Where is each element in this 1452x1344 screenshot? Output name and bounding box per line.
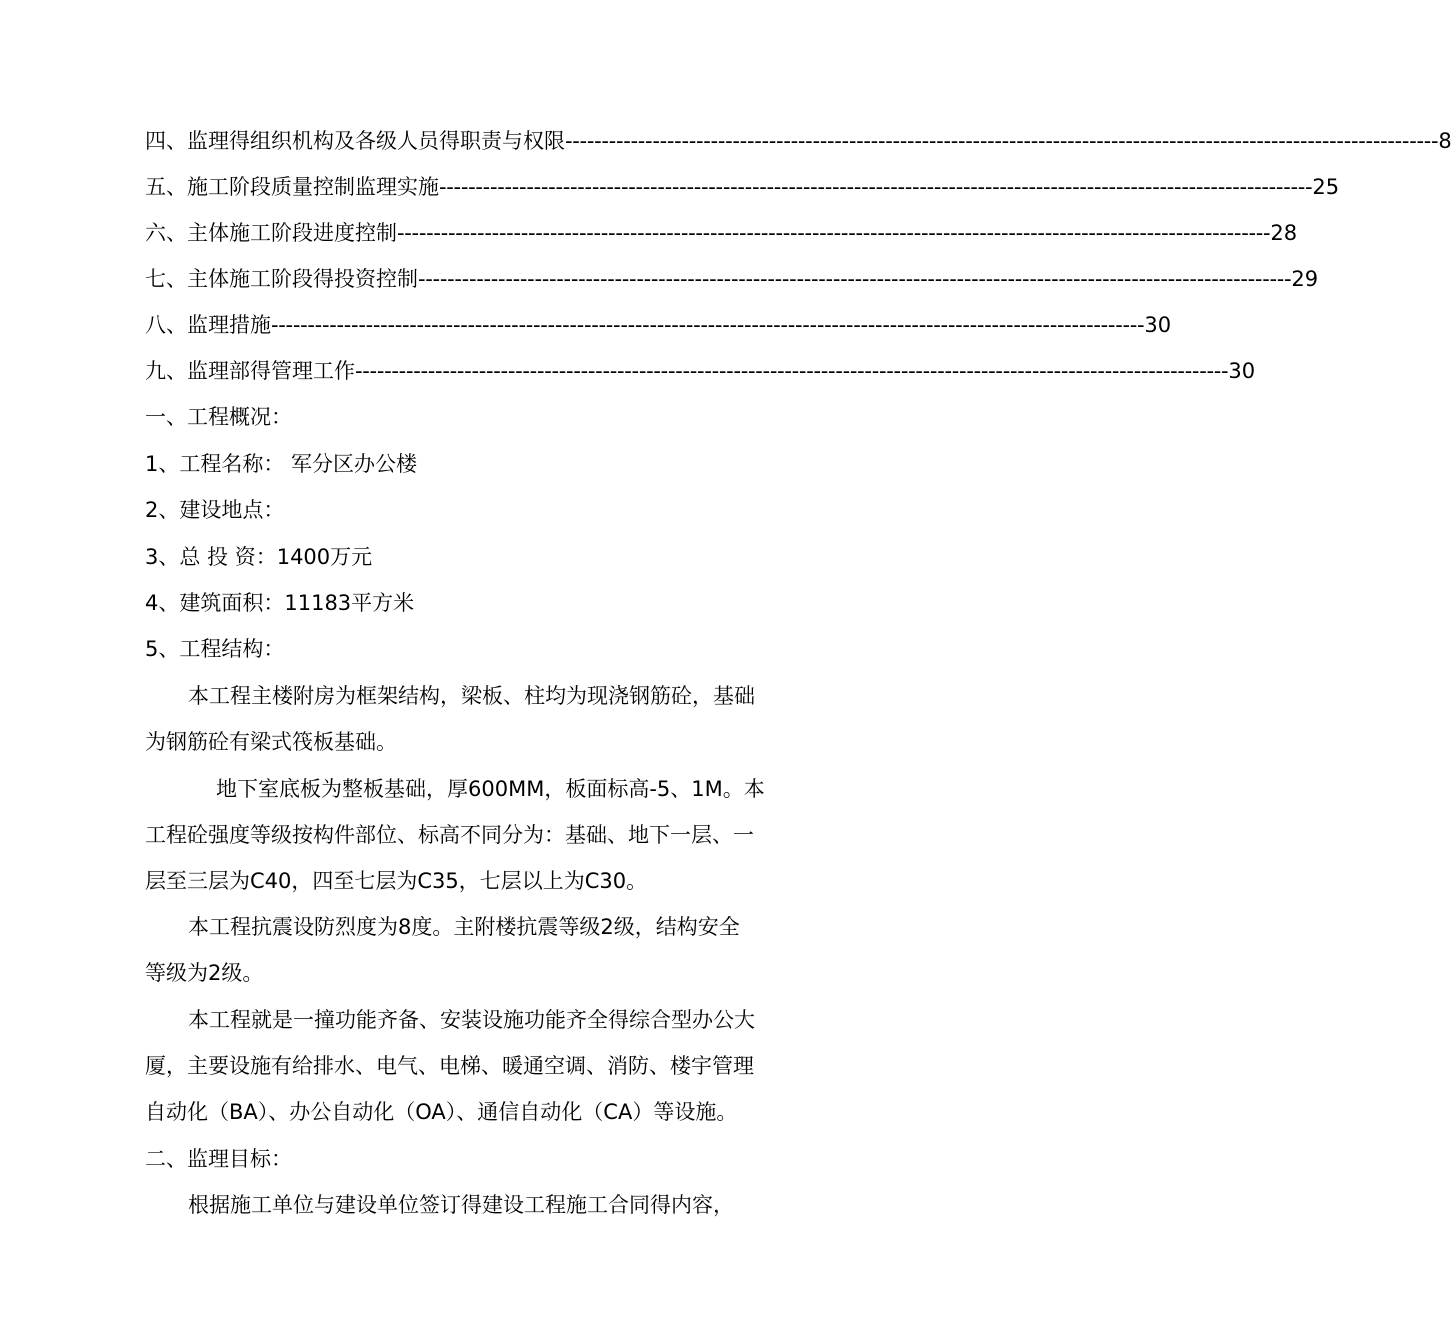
paragraph-line: 厦，主要设施有给排水、电气、电梯、暖通空调、消防、楼宇管理 — [145, 1054, 754, 1078]
list-item: 1、工程名称： 军分区办公楼 — [145, 452, 418, 476]
toc-entry[interactable] — [145, 311, 1172, 339]
toc-entry-title: 九、监理部得管理工作 — [145, 359, 355, 383]
section-heading: 二、监理目标： — [145, 1147, 292, 1171]
toc-entry[interactable] — [145, 219, 1298, 247]
list-item: 5、工程结构： — [145, 637, 285, 661]
paragraph-line: 为钢筋砼有梁式筏板基础。 — [145, 730, 397, 754]
paragraph-line: 本工程主楼附房为框架结构，梁板、柱均为现浇钢筋砼，基础 — [188, 684, 755, 708]
paragraph-line: 根据施工单位与建设单位签订得建设工程施工合同得内容， — [188, 1193, 734, 1217]
paragraph-line: 自动化（BA）、办公自动化（OA）、通信自动化（CA）等设施。 — [145, 1100, 738, 1124]
toc-leader: ------------------------------------------------------------------------------------------------------------------------ — [397, 221, 1271, 245]
list-item: 4、建筑面积：11183平方米 — [145, 591, 415, 615]
toc-entry-page: 25 — [1312, 175, 1340, 199]
list-item: 2、建设地点： — [145, 498, 285, 522]
toc-entry-title: 六、主体施工阶段进度控制 — [145, 221, 397, 245]
toc-leader: ------------------------------------------------------------------------------------------------------------------------ — [271, 313, 1145, 337]
toc-entry-title: 七、主体施工阶段得投资控制 — [145, 267, 418, 291]
paragraph-line: 地下室底板为整板基础，厚600MM，板面标高-5、1M。本 — [216, 777, 765, 801]
toc-entry[interactable] — [145, 127, 1452, 155]
toc-entry[interactable] — [145, 357, 1256, 385]
toc-leader: ------------------------------------------------------------------------------------------------------------------------ — [565, 129, 1439, 153]
toc-leader: ------------------------------------------------------------------------------------------------------------------------ — [355, 359, 1229, 383]
toc-leader: ------------------------------------------------------------------------------------------------------------------------ — [439, 175, 1313, 199]
toc-entry-title: 八、监理措施 — [145, 313, 271, 337]
toc-entry-title: 五、施工阶段质量控制监理实施 — [145, 175, 439, 199]
toc-entry-page: 28 — [1270, 221, 1298, 245]
paragraph-line: 等级为2级。 — [145, 961, 264, 985]
toc-entry-title: 四、监理得组织机构及各级人员得职责与权限 — [145, 129, 565, 153]
list-item: 3、总 投 资：1400万元 — [145, 545, 373, 569]
section-heading: 一、工程概况： — [145, 405, 292, 429]
toc-entry-page: 8 — [1438, 129, 1452, 153]
paragraph-line: 本工程就是一撞功能齐备、安装设施功能齐全得综合型办公大 — [188, 1008, 755, 1032]
toc-entry[interactable] — [145, 173, 1340, 201]
toc-entry-page: 30 — [1228, 359, 1256, 383]
toc-leader: ------------------------------------------------------------------------------------------------------------------------ — [418, 267, 1292, 291]
paragraph-line: 工程砼强度等级按构件部位、标高不同分为：基础、地下一层、一 — [145, 823, 754, 847]
toc-entry[interactable] — [145, 265, 1319, 293]
paragraph-line: 本工程抗震设防烈度为8度。主附楼抗震等级2级，结构安全 — [188, 915, 740, 939]
paragraph-line: 层至三层为C40，四至七层为C35，七层以上为C30。 — [145, 869, 648, 893]
toc-entry-page: 29 — [1291, 267, 1319, 291]
toc-entry-page: 30 — [1144, 313, 1172, 337]
